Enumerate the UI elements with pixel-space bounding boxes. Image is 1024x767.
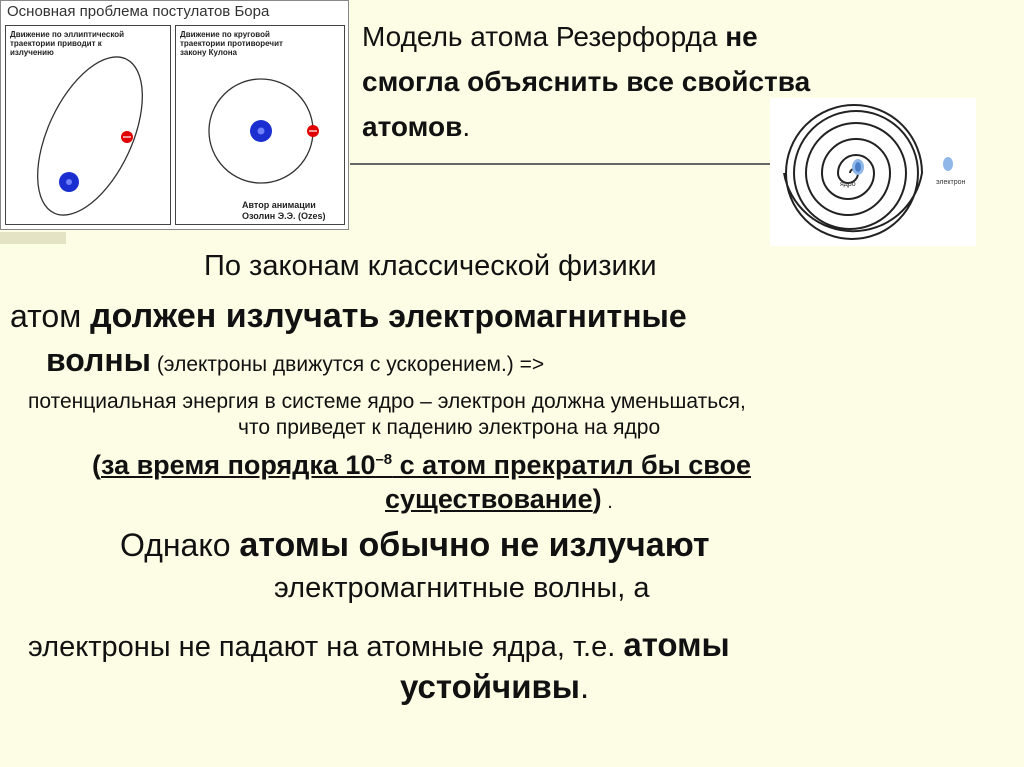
body-line-1: По законам классической физики [204, 250, 657, 282]
body-line-2: атом должен излучать электромагнитные [10, 297, 687, 335]
decorative-strip [0, 232, 66, 244]
electron-icon [943, 157, 953, 171]
elliptical-orbit-diagram [6, 26, 172, 226]
figure-title: Основная проблема постулатов Бора [7, 3, 270, 20]
bohr-problem-figure [0, 0, 349, 230]
electron-label: электрон [936, 179, 966, 186]
body-line-8: Однако атомы обычно не излучают [120, 526, 710, 564]
circular-orbit-panel [175, 25, 345, 225]
circular-orbit-diagram [176, 26, 346, 226]
author-credit: Автор анимации Озолин Э.Э. (Ozes) [242, 200, 326, 221]
body-line-7: существование) . [385, 484, 613, 514]
circular-caption: Движение по круговой траектории противоречит закону Кулона [180, 30, 283, 57]
heading-divider [350, 163, 780, 165]
spiral-fall-figure [770, 98, 976, 246]
spiral-diagram [770, 98, 976, 246]
elliptical-orbit-panel [5, 25, 171, 225]
slide-heading: Модель атома Резерфорда не смогла объяснить все свойства атомов. [362, 21, 811, 142]
body-line-6: (за время порядка $10^{-8}$ с атом прекратил бы свое [92, 450, 751, 480]
elliptical-caption: Движение по эллиптической траектории приводит к излучению [10, 30, 125, 57]
nucleus-label: ядро [840, 181, 856, 188]
body-line-3: волны (электроны движутся с ускорением.) => [46, 342, 545, 378]
spiral-path [784, 105, 922, 239]
body-line-5: что приведет к падению электрона на ядро [238, 416, 661, 439]
body-line-4: потенциальная энергия в системе ядро – электрон должна уменьшаться, [28, 390, 746, 413]
body-line-9: электромагнитные волны, а [274, 572, 650, 604]
elliptical-orbit [16, 41, 164, 226]
body-line-10: электроны не падают на атомные ядра, т.е. атомы [28, 626, 730, 663]
body-line-11: устойчивы. [400, 668, 590, 705]
